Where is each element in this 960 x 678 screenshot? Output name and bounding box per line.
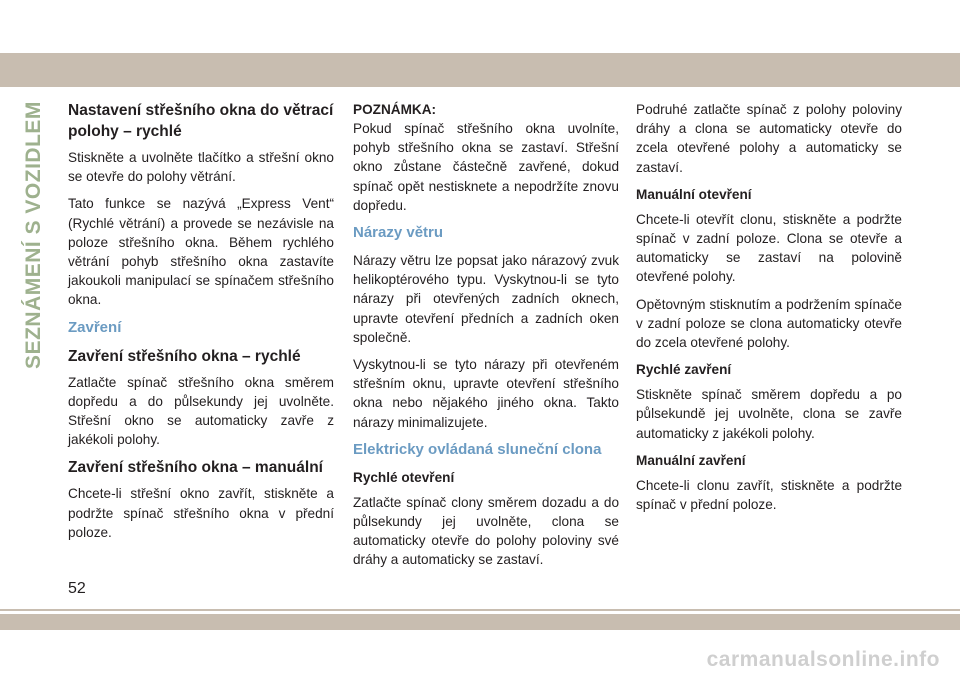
paragraph: Zatlačte spínač clony směrem dozadu a do půlsekundy jej uvolněte, clona se automaticky otevře do polohy poloviny své dráhy a automaticky se zastaví. (353, 494, 619, 568)
column-2 (353, 100, 619, 578)
paragraph: Opětovným stisknutím a podržením spínače v zadní poloze se clona automaticky otevře do zcela otevřené polohy. (636, 296, 902, 351)
paragraph: Vyskytnou-li se tyto nárazy při otevřeném střešním oknu, upravte otevření střešního okna nebo nějakého jiného okna. Takto nárazy minimalizujete. (353, 357, 619, 430)
paragraph: Podruhé zatlačte spínač z polohy poloviny dráhy a clona se automaticky otevře do zcela otevřené polohy a automaticky se zastaví. (636, 102, 902, 175)
paragraph: Zatlačte spínač střešního okna směrem dopředu a do půlsekundy jej uvolněte. Střešní okno se automaticky zavře z jakékoli polohy. (68, 374, 334, 448)
section-heading-wind: Nárazy větru (353, 224, 444, 242)
heading-manual-open: Manuální otevření (636, 186, 752, 202)
note-text: Pokud spínač střešního okna uvolníte, pohyb střešního okna se zastaví. Střešní okno zůstane částečně zavřené, dokud spínač opět nestisknete a nepodržíte znovu dopředu. (353, 121, 619, 213)
column-3 (636, 100, 902, 522)
paragraph: Nárazy větru lze popsat jako nárazový zvuk helikoptérového typu. Vyskytnou-li se tyto nárazy při otevřených zadních oknech, upravte otevření předních a zadních oken společně. (353, 253, 619, 345)
paragraph: Chcete-li střešní okno zavřít, stiskněte a podržte spínač střešního okna v přední poloze. (68, 486, 334, 540)
section-side-tab-label: SEZNÁMENÍ S VOZIDLEM (22, 101, 45, 369)
heading-close-manual: Zavření střešního okna – manuální (68, 459, 323, 477)
page-number: 52 (68, 580, 86, 597)
header-band (0, 53, 960, 87)
watermark: carmanualsonline.info (706, 648, 940, 671)
column-1 (68, 100, 334, 550)
paragraph: Tato funkce se nazývá „Express Vent“ (Rychlé větrání) a provede se nezávisle na poloze střešního okna. Během rychlého větrání pohyb střešního okna zastavíte jakoukoli manipulací se spínačem střešního okna. (68, 196, 334, 308)
heading-fast-open: Rychlé otevření (353, 469, 455, 485)
paragraph: Stiskněte a uvolněte tlačítko a střešní okno se otevře do polohy větrání. (68, 150, 334, 185)
note-label: POZNÁMKA: (353, 102, 437, 117)
heading-fast-close: Rychlé zavření (636, 362, 732, 378)
heading-close-fast: Zavření střešního okna – rychlé (68, 347, 301, 365)
footer-band (0, 614, 960, 630)
section-heading-close: Zavření (68, 318, 122, 336)
paragraph: Chcete-li clonu zavřít, stiskněte a podržte spínač v přední poloze. (636, 477, 902, 513)
paragraph: Stiskněte spínač směrem dopředu a po půlsekundě jej uvolněte, clona se zavře automaticky z jakékoli polohy. (636, 387, 902, 441)
footer-rule (0, 609, 960, 611)
section-heading-shade: Elektricky ovládaná sluneční clona (353, 440, 602, 458)
heading-vent-fast: Nastavení střešního okna do větrací polohy – rychlé (68, 102, 334, 140)
paragraph: Chcete-li otevřít clonu, stiskněte a podržte spínač v zadní poloze. Clona se otevře a automaticky se zastaví na polovině otevřené polohy. (636, 211, 902, 285)
heading-manual-close: Manuální zavření (636, 452, 746, 468)
